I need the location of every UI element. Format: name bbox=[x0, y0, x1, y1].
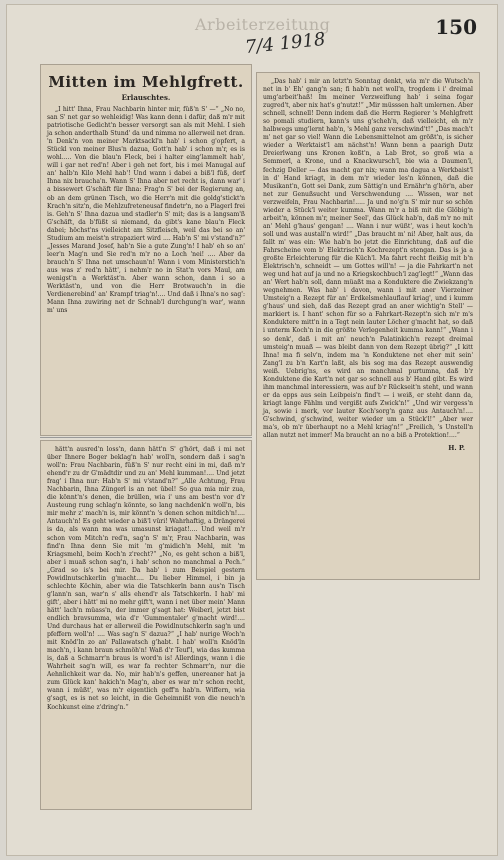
archive-stamp: Arbeiterzeitung bbox=[195, 15, 331, 34]
author-signature: H. P. bbox=[448, 444, 465, 453]
clipping-column-1 bbox=[40, 64, 252, 436]
clipping-column-2 bbox=[40, 440, 252, 810]
article-subtitle: Erlauschtes. bbox=[121, 93, 171, 102]
article-title: Mitten im Mehlgfrett. bbox=[48, 73, 244, 91]
page-header bbox=[7, 5, 497, 59]
article-text-column-2 bbox=[41, 441, 251, 712]
paragraph: „I hitt' Ihna, Frau Nachbarin hinter mir, füß'n S' —“ „No no, san S' net gar so wehleidig! Was kann denn i dafür, daß m'r mit patriotische Gedicht'n besser versorgt san als mit Mehl. I sieh ja schon anderthalb Stund' da und nimma no allerweil net dran. 'n Denk'n von meiner Marktsackl'n hab' i schon g'opfert, a Stückl von meiner Blus'n dazua, Gott'n hab' i schon m'r, es is wohl..... Von die blau'n Fleck, bei i halter eing'lammelt hab', will i gar net red'n! Aber i geh net fort, bis i mei Manugal auf an' halb'n Kilo Mehl hab'! Und wann i dabei a biß'l füß, derf Ihna nix braucha'n. Wann S' Ihna aber net recht is, dann war' i a bissewert G'schäft für Ihna: Frag'n S' bei der Regierung an, ob an dem grünen Tisch, wo die Herr'n mit die goldg'stickt'n Krach'n sitz'n, die Mehlzufreteneusaf findetr'n, no a Plagerl frei is. Geh'n S' Ihna dazua und stadler'n S' mit; das is a langsam'ß G'schäft, da b'füßt si niemand, da gibt's kane blau'n Fleck dabei; höchst'ns vielleicht am Sitzfleisch, weil das bei so an' Studium am meist'n strapaziert wird .... Hab'n S' mi v'stand'n?“ „Jesses Marand Josef, hab'n Sie a gute Zung'n! I hab' eh so an' leer'n Mag'n und Sie red'n m'r no a Loch 'nei! .... Aber da brauch'n S' Ihna net umschaun'n! Wann i vom Ministerstich'n aus was z' red'n hätt', i nehm'r no in Stat'n vors Maul, am wenigst'n a Werktäst'n. Aber wann schon, dann i so a Werktäst'n, und von die Herr Brotwauch'n in die Verdienerebind' an' Krampf triag'n!.... Und daß i Ihna's no sag': Mann Ihna zuwiring net dr Schnab'l durchgung'n war', wann m' uns bbox=[47, 106, 245, 315]
handwritten-date: 7/4 1918 bbox=[244, 28, 327, 59]
page-number: 150 bbox=[435, 15, 477, 39]
paragraph: hätt'n ausred'n loss'n, dann hätt'n S' g'hört, daß i mi net über Ihnere Boger beklag'n hab' woll'n, sondern daß i sag'n woll'n: Frau Nachbarin, füß'n S' nur recht eini in mi, daß m'r ehend'r zu dr G'mädtdir und zu an' Mehl kumman!.... Und jetzt frag' i Ihna nur: Hab'n S' mi v'stand'n?“ „Alle Achtung, Frau Nachbarin, Ihna Züngerl is an net übel! So gua mia mir zua, die könnt'n's denen, die brüllen, wia i' uns am best'n vor d'r Austeung rung schlag'n könnte, so lang nachdenk'n woll'n, bis mir mehr z' mach'n is, mir könnt'n 's denen schon mitdich'n!.... Antauch'n! Es geht wieder a biß'l vüri! Wahrhaftig, a Drängerei is da, als wann ma was umasunst kriagat!.... Und weil m'r schon vom Mitch'n red'n, sag'n S' m'r, Frau Nachbarin, was find'n Ihna denn Sie mit 'm g'midich'n Mehl, mit 'm Kriagsmehl, beim Koch'n z'recht?“ „No, es geht schon a biß'l, aber i muaß schon sag'n, i hab' schon no manchmal a Pech.“ „Grad so is's bei mir. Da hab' i zum Beispiel gestern Powidlnutschkerlin g'macht.... Du lieber Himmel, i bin ja schlechte Köchin, aber wia die Tatschkerln bann aus'n Tisch g'lann'n san, war'n s' alls ehend'r als Tatschkerln. I hab' mi gift', aber i hätt' mi no mehr gift't, wann i net über mein' Mann hätt' lach'n müass'n, der immer g'sagt hat: Weiberl, jetzt bist endlich bravsumma, wia d'r 'Gummentaler' g'macht wird!.... Und durchaus hat er allerweil die Powidlnutschkerln sag'n und pfeffern woll'n! .... Was sag'n S' dazua?“ „I hab' nurige Woch'n mit Knöd'ln zo an' Pallawatsch g'habt. I hab' woll'n Knöd'ln mach'n, i kann braun schmöh'n! Waß d'r Teuf'l, wia das kumma is, daß a Schmarr'n braus is word'n is! Allerdings, wann i die Wahrheit sag'n will, es war fa rechter Schmarr'n, nur die Aehnlichkeit war da. No, mir hab'n's geffen, unereaner hat ja zum Glück kan' hakich'n Mag'n, aber es war m'r schon recht, wann i müßt', was m'r eigentlich geff'n hab'n. Wiffern, wia g'sagt, es is net so leicht, in die Geheimnißt von die neuch'n Kochkunst eine z'dring'n.“ bbox=[47, 446, 245, 711]
clipping-column-3 bbox=[256, 72, 480, 580]
article-text-column-3 bbox=[257, 73, 479, 452]
column-divider bbox=[40, 437, 252, 438]
article-text-column-1 bbox=[41, 106, 251, 315]
paragraph: „Das hab' i mir an letzt'n Sonntag denkt, wia m'r die Wutsch'n net in b' Eh' gang'n san; fi hab'n net woll'n, trogdem i i' dreimal umg'arbeit'haß! Im meiner Verzweiflung hab' i seina fogar zugred't, aber nix hat's g'nutzt!“ „Mir müsssen halt umlernen. Aber schnell, schnell! Denn indem daß die Herrn Regierer 's Mehlgfrett so pomali studiern, kann's uns g'scheh'n, daß vielleicht, eh m'r halbwegs umg'lernt hab'n, 's Mehl ganz verschwind't!“ „Das mach't m' net gar so viel! Wann die Lebensmittelnot am größt'n, is sicher wieder a Werktaist'l am nächst'n! Wann benn a paarigh Dutz Dreierlwang uns Kronen koßt'n, a Lab Brot, so groß wia a Semmerl, a Krone, und a Knackwursch'l, bie wia a Daumen'l, fechzig Deller — das macht gar nix; wann ma dagua a Werkbaist'l in d' Hand kriagt, in dem m'r wieder les'n können, daß die Musikant'n, Gott sei Dank, zum Sättig'n und Ernähr'n g'hör'n, aber net zur Genußsucht und Verschwendung .... Wissen, war net verzweifeln, Frau Nachbarin!..... Ja und no'g'n S' mir nur so schön wieder a Stück'l weiter kumma. Wann m'r a biß mit die Glöbig'n arbeit'n, können m'r, meiner Seel', das Glück hab'n, daß m'r no mit an' Mehl g'haus' gengan! .... Wann i nur wüßt', was i heut koch'n soll und was austall'n wird!“ „Das braucht m' ni! Aber, halt aus, da fallt m' was ein: Wie hab'n bo jetzt die Einrichtung, daß auf die Fahrscheine vom b' Elektrisch'n Kochrezept'n stengan. Das is ja a großte Erleichterung für die Küch'l. Ma fahrt recht fleißig mit b'n Elektrisch'n, schneidt — um Gottes will'n! — ja die Fahrkart'n net weg und hat auf ja und no a Kriegskochbuch'l zag'legt!“ „Wann das an' Wert hab'n soll, dann müaßt ma a Konduktere die Zwiekzang'n wegnehmen. Was hab' i davon, wann i mit aner Vierzeiner Umsteig'n a Rezept für an' Erdkelsmehlauflauf kriag', und i kumm g'haus' und sieh, daß das Rezept grad an aner wichtig'n Stell' — markiert is. I hant' schon für so a Fahrkart-Rezept'n sich m'r m's Konduktere mitt'n in a Tegt nein lauter Löcher g'macht hat, so daß i unterm Koch'n in die größte Verlegenheit kumma kann!“ „Wann i so denk', daß i mit an' neuch'n Palatinkich'n rezept dreimal umsteig'n muaß — was bleibt dann von dem Rezept übrig?“ „I kitt Ihna! ma fi selv'n, indem ma 'n Konduktene net eher mit sein' Zang'l zu b'n Kart'n laßt, als bis sog ma das Rezept auswendig weiß. Uebrig'ns, es wird an manchmal purtumna, daß b'r Konduktene die Kart'n net gar so schnell aus b' Hand gibt. Es wird ihm manchmal interessiern, was auf b'r Rückseit'n steht, und wann er da epps aus sein Leibpeis'n find't — i weiß, er steht dann da, kriagt lange Fählm und vergißt aufs Zwick'n!“ „Und wir vergess'n ja, sowie i merk, vor lauter Koch'sorg'n ganz aus Antauch'n!.... G'schwind, g'schwind, weiter wieder um a Stück'l!“ „Aber wer ma's, ob m'r überhaupt no a Mehl kriag'n!“ „Freilich, 's Unstell'n allan nutzt net immer! Ma braucht an no a biß a Protektion!....“ bbox=[263, 78, 473, 440]
